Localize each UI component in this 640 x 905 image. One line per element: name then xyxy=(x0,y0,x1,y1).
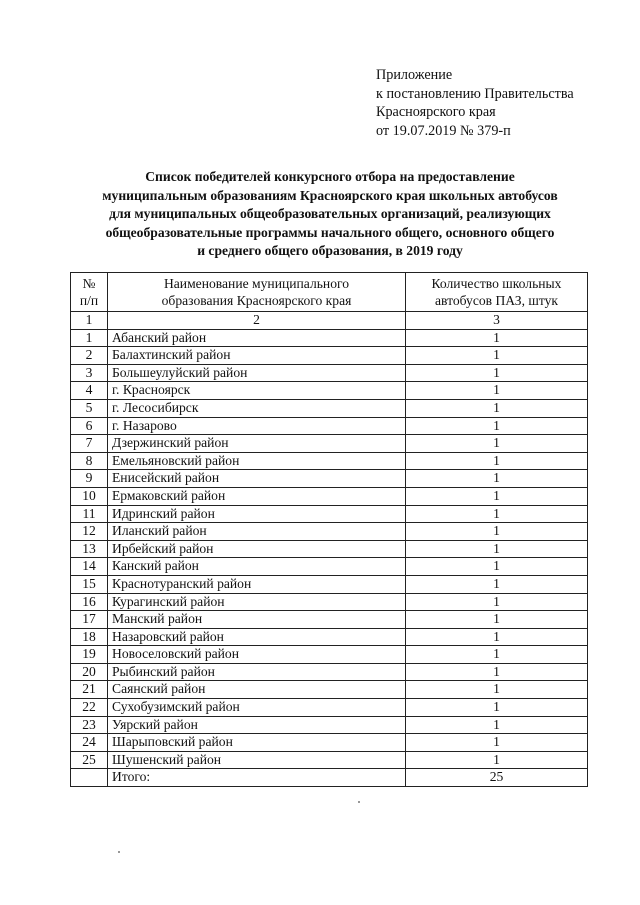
total-row xyxy=(71,769,588,787)
row-bus-count: 1 xyxy=(406,593,588,611)
table-row xyxy=(71,575,588,593)
row-municipality: Канский район xyxy=(108,558,406,576)
appendix-line: Приложение xyxy=(376,67,453,83)
row-municipality: Идринский район xyxy=(108,505,406,523)
table-row xyxy=(71,417,588,435)
title-line: и среднего общего образования, в 2019 году xyxy=(197,243,463,259)
row-number: 20 xyxy=(71,663,108,681)
row-number: 4 xyxy=(71,382,108,400)
table-row xyxy=(71,716,588,734)
row-municipality: г. Назарово xyxy=(108,417,406,435)
table-row xyxy=(71,628,588,646)
total-empty-cell xyxy=(71,769,108,787)
row-bus-count: 1 xyxy=(406,646,588,664)
row-municipality: Саянский район xyxy=(108,681,406,699)
row-bus-count: 1 xyxy=(406,716,588,734)
table-row xyxy=(71,505,588,523)
row-municipality: Рыбинский район xyxy=(108,663,406,681)
row-municipality: Манский район xyxy=(108,611,406,629)
table-row xyxy=(71,487,588,505)
row-bus-count: 1 xyxy=(406,681,588,699)
row-municipality: Курагинский район xyxy=(108,593,406,611)
row-municipality: Енисейский район xyxy=(108,470,406,488)
row-number: 18 xyxy=(71,628,108,646)
row-municipality: Сухобузимский район xyxy=(108,699,406,717)
row-number: 25 xyxy=(71,751,108,769)
table-row xyxy=(71,364,588,382)
row-bus-count: 1 xyxy=(406,417,588,435)
row-bus-count: 1 xyxy=(406,751,588,769)
row-municipality: Балахтинский район xyxy=(108,347,406,365)
row-number: 2 xyxy=(71,347,108,365)
winners-table xyxy=(70,272,588,787)
column-index: 3 xyxy=(406,312,588,330)
header-number: № п/п xyxy=(71,273,108,312)
row-number: 5 xyxy=(71,399,108,417)
row-municipality: Новоселовский район xyxy=(108,646,406,664)
row-number: 8 xyxy=(71,452,108,470)
row-number: 21 xyxy=(71,681,108,699)
row-bus-count: 1 xyxy=(406,540,588,558)
table-row xyxy=(71,734,588,752)
row-bus-count: 1 xyxy=(406,364,588,382)
table-header-row xyxy=(71,273,588,312)
table-row xyxy=(71,611,588,629)
table-row xyxy=(71,435,588,453)
table-row xyxy=(71,646,588,664)
row-municipality: Большеулуйский район xyxy=(108,364,406,382)
row-number: 23 xyxy=(71,716,108,734)
header-bus-count: Количество школьных автобусов ПАЗ, штук xyxy=(406,273,588,312)
row-bus-count: 1 xyxy=(406,558,588,576)
scan-speck xyxy=(118,851,120,853)
row-number: 19 xyxy=(71,646,108,664)
row-bus-count: 1 xyxy=(406,329,588,347)
row-bus-count: 1 xyxy=(406,611,588,629)
row-bus-count: 1 xyxy=(406,452,588,470)
title-line: Список победителей конкурсного отбора на предоставление xyxy=(145,169,515,184)
row-municipality: Дзержинский район xyxy=(108,435,406,453)
column-index: 2 xyxy=(108,312,406,330)
row-number: 15 xyxy=(71,575,108,593)
row-municipality: г. Лесосибирск xyxy=(108,399,406,417)
row-number: 22 xyxy=(71,699,108,717)
table-row xyxy=(71,523,588,541)
row-bus-count: 1 xyxy=(406,435,588,453)
row-municipality: Емельяновский район xyxy=(108,452,406,470)
table-row xyxy=(71,699,588,717)
appendix-date-line: от 19.07.2019 № 379-п xyxy=(376,122,511,139)
row-number: 7 xyxy=(71,435,108,453)
row-municipality: Шушенский район xyxy=(108,751,406,769)
row-number: 17 xyxy=(71,611,108,629)
table-row xyxy=(71,329,588,347)
row-bus-count: 1 xyxy=(406,575,588,593)
table-row xyxy=(71,558,588,576)
row-number: 13 xyxy=(71,540,108,558)
table-row xyxy=(71,470,588,488)
total-label: Итого: xyxy=(108,769,406,787)
row-number: 11 xyxy=(71,505,108,523)
row-bus-count: 1 xyxy=(406,628,588,646)
row-bus-count: 1 xyxy=(406,699,588,717)
row-number: 10 xyxy=(71,487,108,505)
table-row xyxy=(71,663,588,681)
total-value: 25 xyxy=(406,769,588,787)
column-index: 1 xyxy=(71,312,108,330)
appendix-block xyxy=(376,66,574,140)
row-bus-count: 1 xyxy=(406,382,588,400)
table-row xyxy=(71,399,588,417)
row-bus-count: 1 xyxy=(406,347,588,365)
row-number: 9 xyxy=(71,470,108,488)
row-municipality: Назаровский район xyxy=(108,628,406,646)
column-index-row xyxy=(71,312,588,330)
row-number: 12 xyxy=(71,523,108,541)
row-bus-count: 1 xyxy=(406,399,588,417)
scan-speck xyxy=(358,801,360,803)
row-municipality: Ермаковский район xyxy=(108,487,406,505)
row-number: 24 xyxy=(71,734,108,752)
row-number: 16 xyxy=(71,593,108,611)
header-municipality: Наименование муниципального образования Красноярского края xyxy=(108,273,406,312)
table-row xyxy=(71,751,588,769)
table-row xyxy=(71,382,588,400)
title-line: муниципальным образованиям Красноярского края школьных автобусов xyxy=(102,187,558,203)
row-bus-count: 1 xyxy=(406,487,588,505)
row-bus-count: 1 xyxy=(406,523,588,541)
row-municipality: Абанский район xyxy=(108,329,406,347)
document-title xyxy=(60,168,600,261)
row-number: 14 xyxy=(71,558,108,576)
appendix-line: к постановлению Правительства xyxy=(376,85,574,102)
row-bus-count: 1 xyxy=(406,505,588,523)
title-line: для муниципальных общеобразовательных организаций, реализующих xyxy=(109,206,551,222)
table-row xyxy=(71,452,588,470)
appendix-line: Красноярского края xyxy=(376,104,496,120)
table-row xyxy=(71,593,588,611)
row-number: 6 xyxy=(71,417,108,435)
row-municipality: Иланский район xyxy=(108,523,406,541)
table-row xyxy=(71,347,588,365)
title-line: общеобразовательные программы начального общего, основного общего xyxy=(105,224,555,240)
table-row xyxy=(71,681,588,699)
row-municipality: г. Красноярск xyxy=(108,382,406,400)
row-bus-count: 1 xyxy=(406,663,588,681)
row-bus-count: 1 xyxy=(406,470,588,488)
row-number: 1 xyxy=(71,329,108,347)
row-municipality: Ирбейский район xyxy=(108,540,406,558)
row-municipality: Уярский район xyxy=(108,716,406,734)
row-municipality: Шарыповский район xyxy=(108,734,406,752)
table-row xyxy=(71,540,588,558)
row-bus-count: 1 xyxy=(406,734,588,752)
row-number: 3 xyxy=(71,364,108,382)
row-municipality: Краснотуранский район xyxy=(108,575,406,593)
